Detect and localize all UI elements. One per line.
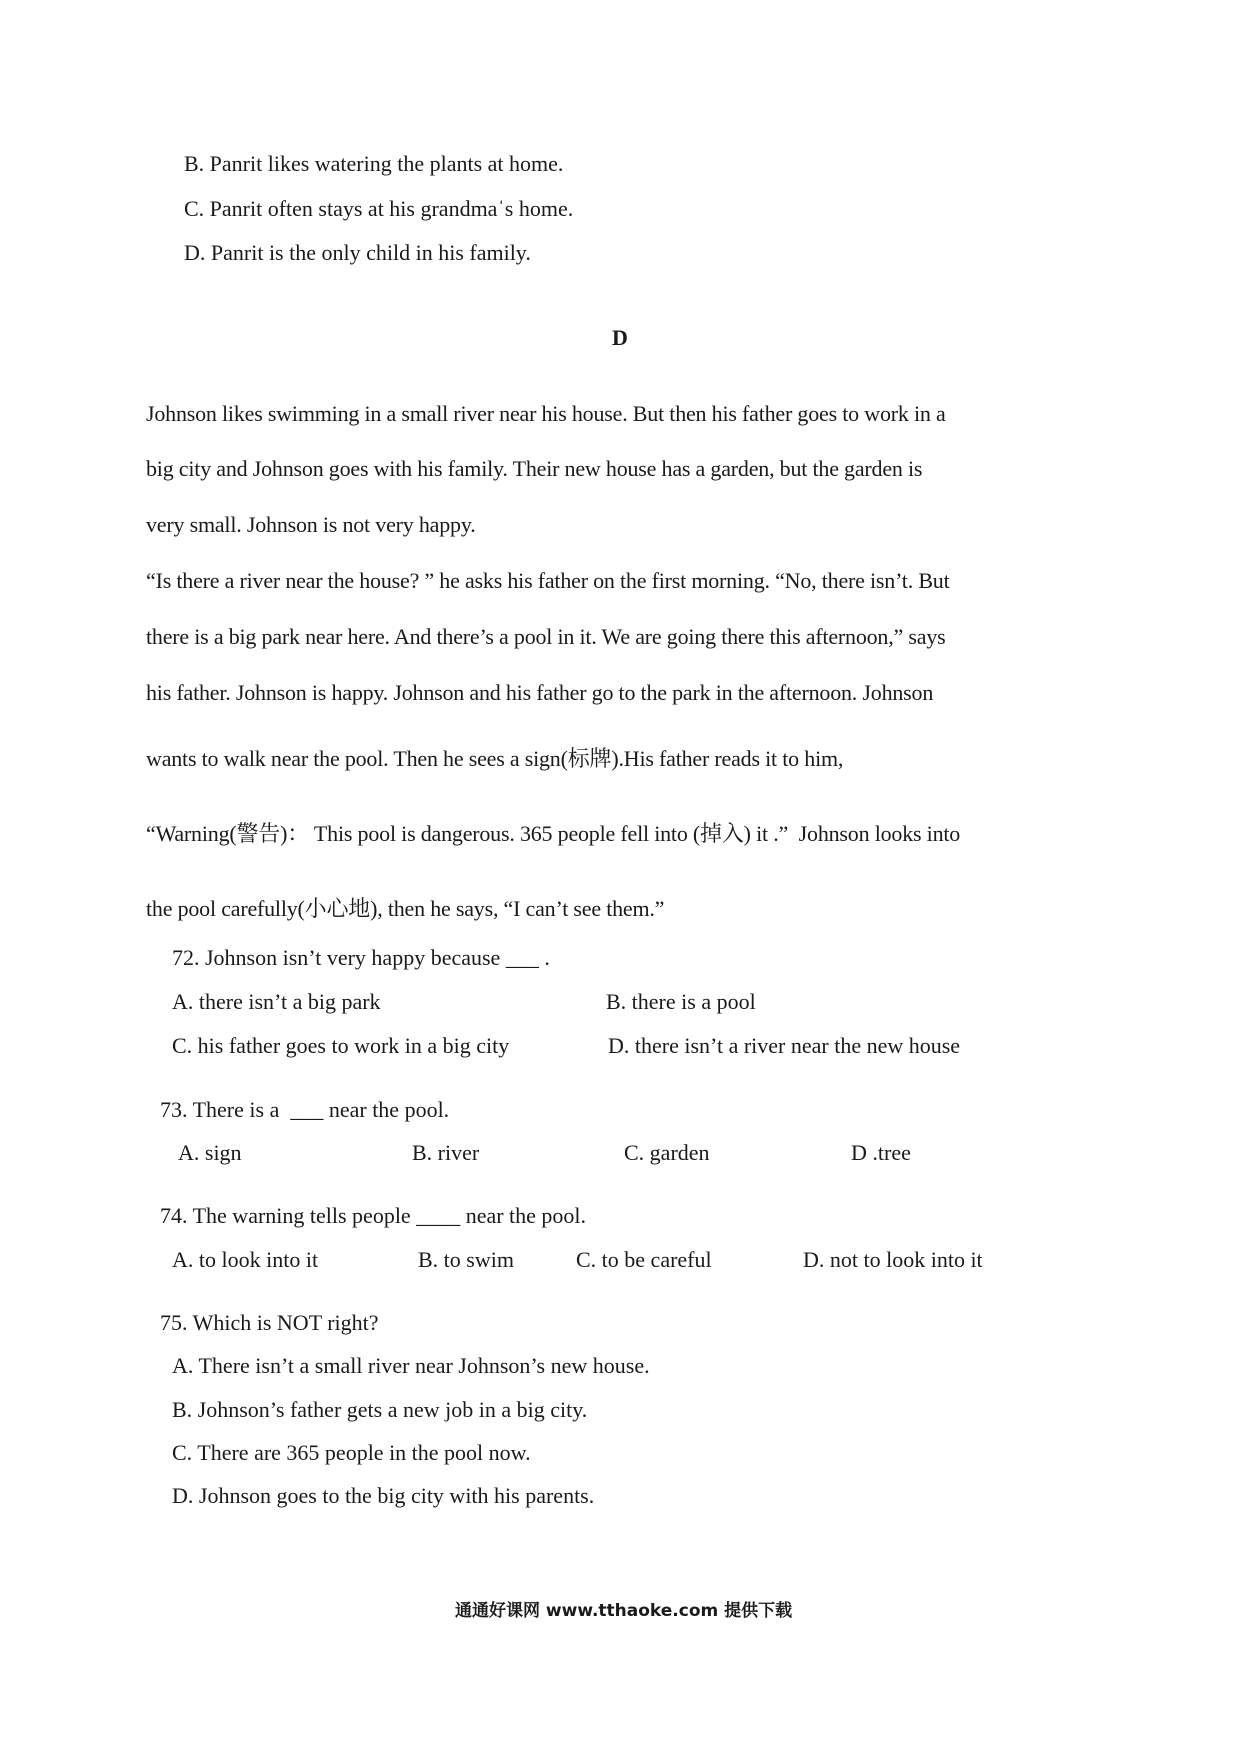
page-footer: 通通好课网 www.tthaoke.com 提供下载 <box>455 1601 793 1621</box>
option-b: B. Panrit likes watering the plants at home. <box>184 151 564 176</box>
passage-line: big city and Johnson goes with his family. Their new house has a garden, but the garden is <box>146 456 923 481</box>
passage-title: D <box>612 325 628 350</box>
question-73-stem: 73. There is a ___ near the pool. <box>160 1097 450 1122</box>
question-72-stem: 72. Johnson isn’t very happy because ___ . <box>172 945 550 970</box>
question-74-option-c: C. to be careful <box>576 1247 712 1272</box>
question-74-option-b: B. to swim <box>418 1247 514 1272</box>
question-75-option-c: C. There are 365 people in the pool now. <box>172 1440 531 1465</box>
option-c: C. Panrit often stays at his grandmaˈs home. <box>184 196 574 221</box>
passage-line: Johnson likes swimming in a small river near his house. But then his father goes to work in a <box>146 401 946 426</box>
question-73-option-d: D .tree <box>851 1140 911 1165</box>
question-75-option-b: B. Johnson’s father gets a new job in a big city. <box>172 1397 588 1422</box>
passage-line: “Warning(警告)： This pool is dangerous. 365 people fell into (掉入) it .” Johnson looks into <box>146 821 961 846</box>
question-72-option-a: A. there isn’t a big park <box>172 989 381 1014</box>
question-72-option-d: D. there isn’t a river near the new house <box>608 1033 961 1058</box>
passage-line: his father. Johnson is happy. Johnson and his father go to the park in the afternoon. Johnson <box>146 680 934 705</box>
question-72-option-c: C. his father goes to work in a big city <box>172 1033 510 1058</box>
passage-line: there is a big park near here. And there’s a pool in it. We are going there this afternoon,” says <box>146 624 946 649</box>
passage-line: wants to walk near the pool. Then he sees a sign(标牌).His father reads it to him, <box>146 746 844 771</box>
question-75-option-d: D. Johnson goes to the big city with his parents. <box>172 1483 595 1508</box>
option-d: D. Panrit is the only child in his family. <box>184 240 531 265</box>
question-73-option-a: A. sign <box>178 1140 242 1165</box>
passage-line: “Is there a river near the house? ” he asks his father on the first morning. “No, there isn’t. But <box>146 568 950 593</box>
question-72-option-b: B. there is a pool <box>606 989 756 1014</box>
question-73-option-c: C. garden <box>624 1140 710 1165</box>
question-75-stem: 75. Which is NOT right? <box>160 1310 379 1335</box>
question-75-option-a: A. There isn’t a small river near Johnson’s new house. <box>172 1353 650 1378</box>
question-74-option-d: D. not to look into it <box>803 1247 983 1272</box>
question-73-option-b: B. river <box>412 1140 480 1165</box>
passage-line: very small. Johnson is not very happy. <box>146 512 476 537</box>
question-74-stem: 74. The warning tells people ____ near the pool. <box>160 1203 587 1228</box>
passage-line: the pool carefully(小心地), then he says, “I can’t see them.” <box>146 896 665 921</box>
question-74-option-a: A. to look into it <box>172 1247 319 1272</box>
